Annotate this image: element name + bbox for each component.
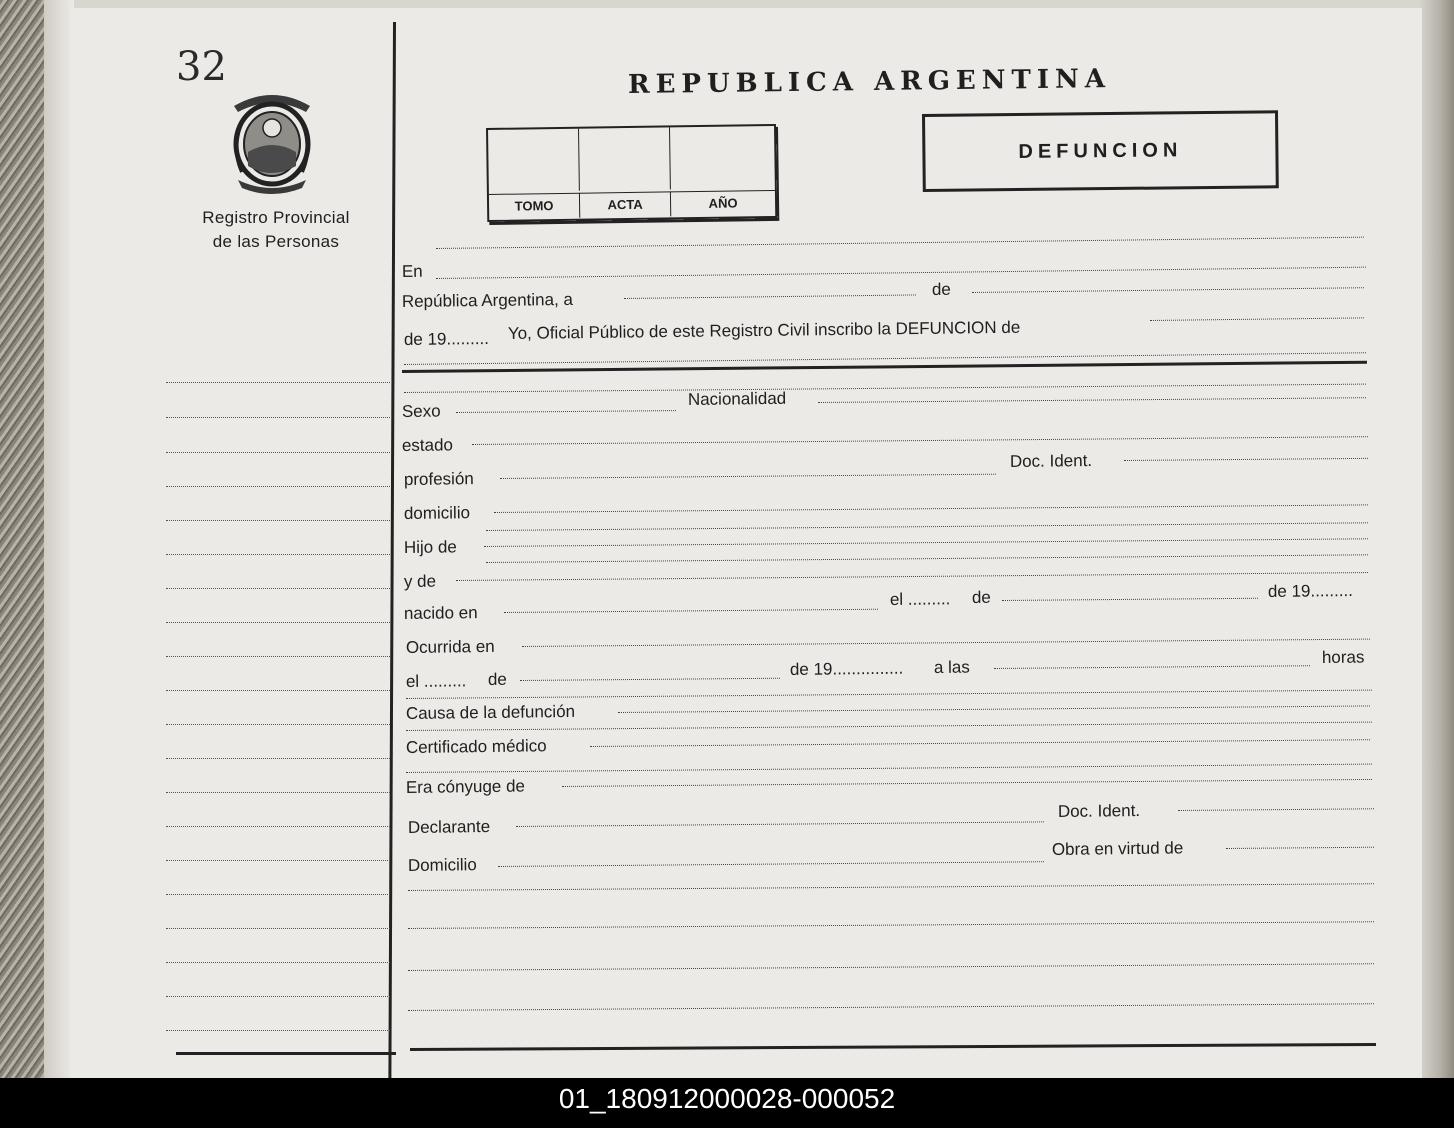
ano-cell — [670, 126, 775, 189]
year-label: de 19......... — [403, 328, 490, 350]
right-page-edge — [1420, 0, 1454, 1078]
a-las-label: a las — [933, 657, 970, 678]
ocurrida-en-label: Ocurrida en — [405, 636, 495, 658]
registry-line-1: Registro Provincial — [202, 208, 350, 227]
image-caption-bar — [0, 1078, 1454, 1128]
ocurrida-mes-connector: de — [487, 669, 507, 690]
causa-label: Causa de la defunción — [405, 701, 576, 724]
domicilio-declarante-label: Domicilio — [407, 855, 477, 876]
margin-line — [166, 724, 390, 725]
nacido-en-label: nacido en — [403, 603, 478, 624]
estado-label: estado — [401, 435, 454, 456]
ocurrida-ano-label: de 19............... — [789, 658, 904, 680]
margin-line — [166, 894, 390, 895]
country-title: REPUBLICA ARGENTINA — [627, 64, 1112, 100]
book-binding — [0, 0, 44, 1078]
margin-line — [166, 996, 390, 997]
registry-line-2: de las Personas — [212, 232, 340, 251]
declarante-label: Declarante — [407, 816, 491, 838]
record-type-label: DEFUNCION — [1018, 138, 1183, 163]
margin-line — [166, 826, 390, 827]
margin-line — [166, 758, 390, 759]
margin-line — [166, 588, 390, 589]
doc-ident-label: Doc. Ident. — [1009, 450, 1093, 472]
month-connector: de — [931, 279, 951, 300]
margin-line — [166, 520, 390, 521]
sexo-label: Sexo — [401, 401, 441, 422]
oficial-statement: Yo, Oficial Público de este Registro Civil inscribo la DEFUNCION de — [507, 317, 1021, 344]
record-type-box — [922, 110, 1279, 192]
provincial-seal-icon — [224, 88, 320, 196]
margin-line — [166, 382, 390, 383]
margin-line — [166, 656, 390, 657]
margin-line — [166, 554, 390, 555]
declarante-doc-label: Doc. Ident. — [1057, 800, 1141, 822]
margin-line — [166, 962, 390, 963]
y-de-label: y de — [403, 571, 437, 592]
registry-name — [176, 206, 376, 254]
nacido-mes-connector: de — [971, 587, 991, 608]
republica-label: República Argentina, a — [401, 289, 574, 312]
bottom-rule-left — [176, 1052, 396, 1055]
margin-line — [166, 690, 390, 691]
horas-label: horas — [1321, 647, 1365, 668]
nacido-dia-label: el ......... — [889, 589, 951, 610]
book-reference-box — [486, 124, 777, 222]
margin-line — [166, 1030, 390, 1031]
margin-line — [166, 622, 390, 623]
margin-line — [166, 417, 390, 418]
nacionalidad-label: Nacionalidad — [687, 388, 787, 410]
en-label: En — [401, 261, 423, 282]
image-caption: 01_180912000028-000052 — [558, 1083, 896, 1114]
certificado-label: Certificado médico — [405, 736, 547, 758]
acta-label: ACTA — [580, 191, 671, 217]
ano-label: AÑO — [671, 190, 775, 216]
margin-line — [166, 792, 390, 793]
profesion-label: profesión — [403, 469, 474, 490]
ocurrida-dia-label: el ......... — [405, 671, 467, 692]
obra-label: Obra en virtud de — [1051, 838, 1184, 860]
conyuge-label: Era cónyuge de — [405, 776, 526, 798]
margin-line — [166, 486, 390, 487]
acta-cell — [579, 127, 671, 190]
margin-line — [166, 928, 390, 929]
tomo-cell — [488, 129, 580, 192]
margin-line — [166, 452, 390, 453]
nacido-ano-label: de 19......... — [1267, 580, 1354, 602]
page-number: 32 — [176, 44, 227, 90]
margin-line — [166, 860, 390, 861]
domicilio-label: domicilio — [403, 503, 471, 524]
tomo-label: TOMO — [489, 193, 580, 219]
hijo-de-label: Hijo de — [403, 537, 457, 558]
